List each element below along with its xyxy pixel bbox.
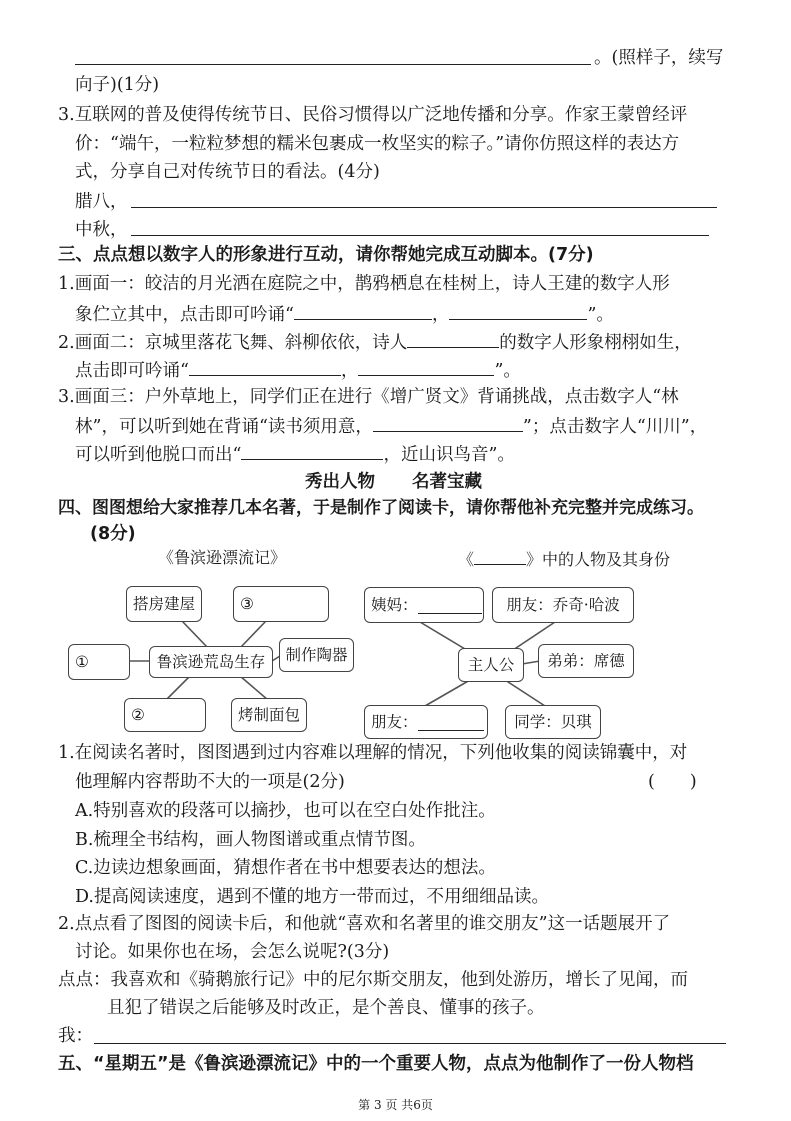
option-c[interactable]: C.边读边想象画面，猜想作者在书中想要表达的想法。 <box>75 858 496 878</box>
card2-title-post: 》中的人物及其身份 <box>526 550 671 569</box>
laba-lead: 腊八， <box>75 192 128 212</box>
s3-item2-end: 的数字人形象栩栩如生， <box>499 333 692 353</box>
instruction-cont: 向子)(1分) <box>75 75 160 95</box>
page-footer: 第 3 页 共6页 <box>358 1098 433 1112</box>
diandian-line1: 点点：我喜欢和《骑鹅旅行记》中的尼尔斯交朋友，他到处游历，增长了见闻，而 <box>58 970 688 990</box>
q3-line3: 式，分享自己对传统节日的看法。(4分) <box>75 162 380 182</box>
c1-center-node: 鲁滨逊荒岛生存 <box>149 646 273 678</box>
zhongqiu-lead: 中秋， <box>75 220 128 240</box>
c1-node-blank-3[interactable] <box>233 586 329 622</box>
s3-item3c-pre: 可以听到他脱口而出“ <box>75 445 242 465</box>
option-d[interactable]: D.提高阅读速度，遇到不懂的地方一带而过，不用细细品读。 <box>75 887 549 907</box>
s3-item3b-end: ”；点击数字人“川川”， <box>522 417 708 437</box>
connector-c1-n6 <box>240 676 268 700</box>
connector-c1-n5 <box>166 676 190 700</box>
c2-node-classmate: 同学：贝琪 <box>505 705 601 739</box>
c1-node-blank-1[interactable] <box>68 644 130 680</box>
connector-c2-n5 <box>505 680 545 706</box>
c2-node-aunt <box>364 587 484 623</box>
card1-title: 《鲁滨逊漂流记》 <box>158 548 287 567</box>
friend-blank[interactable] <box>418 714 484 731</box>
s3-item2-pre: 2.画面二：京城里落花飞舞、斜柳依依，诗人 <box>58 333 408 353</box>
s3-item3-line1: 3.画面三：户外草地上，同学们正在进行《增广贤文》背诵挑战，点击数字人“林 <box>58 387 679 407</box>
c2-node-brother: 弟弟：席德 <box>538 644 634 678</box>
q3-line1: 3.互联网的普及使得传统节日、民俗习惯得以广泛地传播和分享。作家王蒙曾经评 <box>58 105 688 125</box>
answer-paren[interactable]: ( ) <box>648 772 697 792</box>
s3-item2b-mid: ， <box>340 361 359 381</box>
connector-c1-n2 <box>240 621 266 648</box>
me-lead: 我： <box>58 1026 93 1046</box>
s4-q1-line2: 他理解内容帮助不大的一项是(2分) <box>75 772 345 792</box>
subtitle-right: 名著宝藏 <box>412 472 482 492</box>
s3-item1-end: ”。 <box>587 305 614 325</box>
c1-node-bake-bread: 烤制面包 <box>231 698 307 732</box>
section5-heading: 五、“星期五”是《鲁滨逊漂流记》中的一个重要人物，点点为他制作了一份人物档 <box>58 1054 694 1074</box>
s3-item2b-pre: 点击即可吟诵“ <box>75 361 189 381</box>
c2-aunt-label: 姨妈： <box>371 596 418 614</box>
s4-q2-line2: 讨论。如果你也在场，会怎么说呢?(3分) <box>75 942 390 962</box>
s3-item1-mid: ， <box>431 305 450 325</box>
section3-heading: 三、点点想以数字人的形象进行互动，请你帮她完成互动脚本。(7分) <box>58 245 594 265</box>
connector-c2-n4 <box>425 680 470 706</box>
section4-heading: 四、图图想给大家推荐几本名著，于是制作了阅读卡，请你帮他补充完整并完成练习。 <box>58 498 704 518</box>
c2-node-friend-blank <box>364 705 488 739</box>
q3-line2: 价：“端午，一粒粒梦想的糯米包裹成一枚坚实的粽子。”请你仿照这样的表达方 <box>75 134 680 154</box>
s4-q1-line1: 1.在阅读名著时，图图遇到过内容难以理解的情况，下列他收集的阅读锦囊中，对 <box>58 743 688 763</box>
section4-score: (8分) <box>90 524 136 544</box>
me-answer-line[interactable] <box>94 1043 726 1044</box>
c1-label-1: ① <box>75 653 89 671</box>
s3-item3c-end: ，近山识鸟音”。 <box>383 445 515 465</box>
option-a[interactable]: A.特别喜欢的段落可以摘抄，也可以在空白处作批注。 <box>75 801 496 821</box>
c1-label-3: ③ <box>240 595 254 613</box>
option-b[interactable]: B.梳理全书结构，画人物图谱或重点情节图。 <box>75 830 426 850</box>
c1-node-pottery: 制作陶器 <box>279 638 354 672</box>
c1-label-2: ② <box>131 706 145 724</box>
s3-item1-line1: 1.画面一：皎洁的月光洒在庭院之中，鹊鸦栖息在桂树上，诗人王建的数字人形 <box>58 274 670 294</box>
diandian-line2: 且犯了错误之后能够及时改正，是个善良、懂事的孩子。 <box>107 998 545 1018</box>
aunt-blank[interactable] <box>418 597 482 614</box>
instruction-tail: 。(照样子，续写 <box>594 48 724 68</box>
connector-c1-n1 <box>182 621 208 648</box>
s3-item1-pre: 象伫立其中，点击即可吟诵“ <box>75 305 294 325</box>
card2-title-pre: 《 <box>458 550 475 569</box>
s4-q2-line1: 2.点点看了图图的阅读卡后，和他就“喜欢和名著里的谁交朋友”这一话题展开了 <box>58 914 671 934</box>
c2-node-friend-joe: 朋友：乔奇·哈波 <box>492 587 634 623</box>
c1-node-blank-2[interactable] <box>124 698 206 732</box>
subtitle-left: 秀出人物 <box>305 472 375 492</box>
c2-center-node: 主人公 <box>458 648 524 682</box>
s3-item2b-end: ”。 <box>494 361 521 381</box>
s3-item3b-pre: 林”，可以听到她在背诵“读书须用意， <box>75 417 373 437</box>
c1-node-build-house: 搭房建屋 <box>126 586 202 622</box>
c2-friend-label: 朋友： <box>371 713 418 731</box>
